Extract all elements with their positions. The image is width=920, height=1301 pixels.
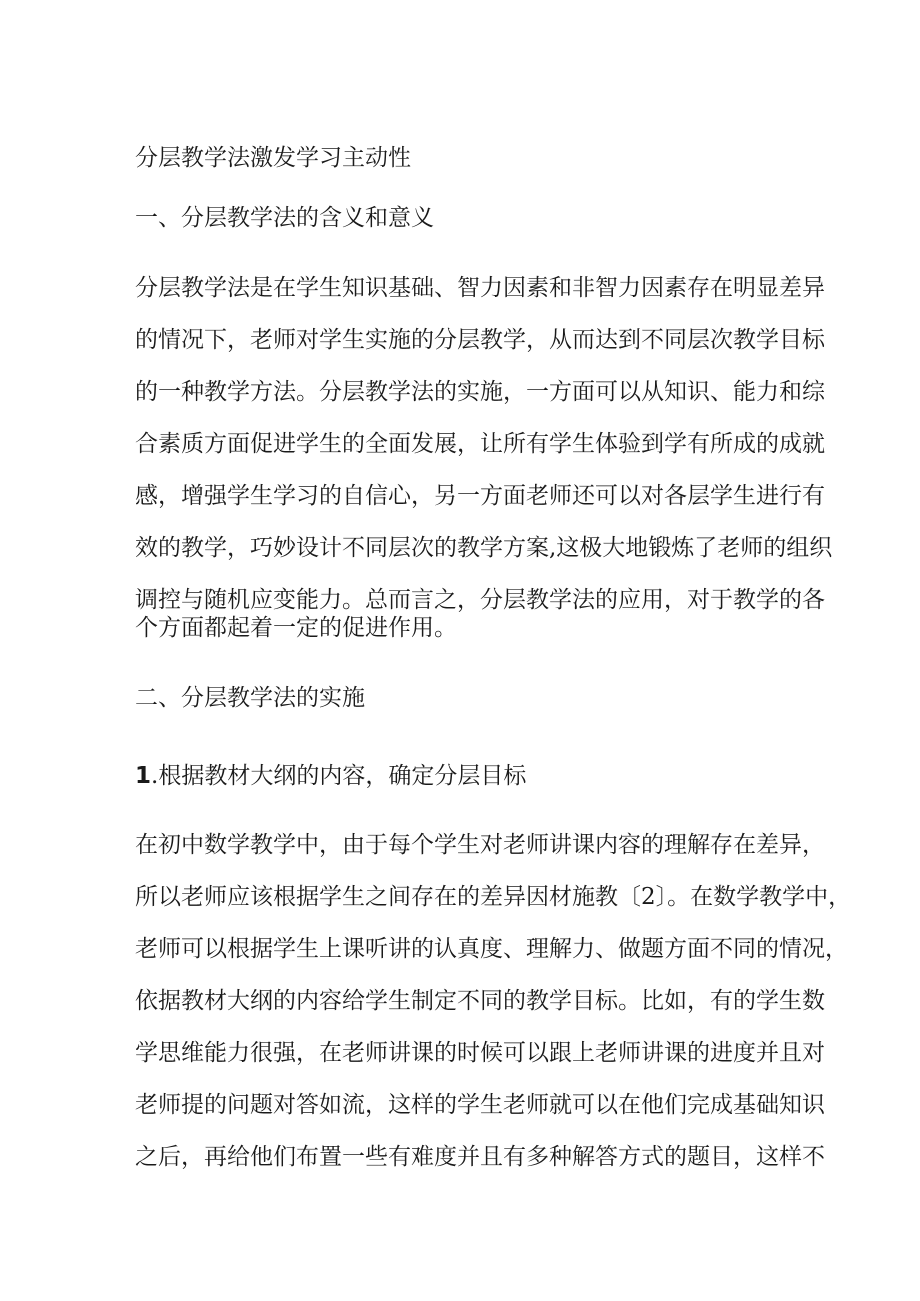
paragraph-line: 老师提的问题对答如流，这样的学生老师就可以在他们完成基础知识 [135, 1092, 825, 1118]
paragraph-line: 合素质方面促进学生的全面发展，让所有学生体验到学有所成的成就 [135, 431, 825, 457]
subsection-heading-text: .根据教材大纲的内容，确定分层目标 [151, 763, 527, 789]
paragraph-line: 调控与随机应变能力。总而言之，分层教学法的应用，对于教学的各 [135, 587, 825, 613]
document-title: 分层教学法激发学习主动性 [135, 145, 411, 171]
paragraph-line: 的情况下，老师对学生实施的分层教学，从而达到不同层次教学目标 [135, 327, 825, 353]
subsection-number: 1 [135, 763, 152, 789]
subsection-1-heading [135, 761, 526, 791]
paragraph-line: 分层教学法是在学生知识基础、智力因素和非智力因素存在明显差异 [135, 275, 825, 301]
paragraph-line: 学思维能力很强，在老师讲课的时候可以跟上老师讲课的进度并且对 [135, 1040, 825, 1066]
section-2-heading: 二、分层教学法的实施 [135, 685, 365, 711]
paragraph-line: 的一种教学方法。分层教学法的实施，一方面可以从知识、能力和综 [135, 379, 825, 405]
paragraph-line: 之后，再给他们布置一些有难度并且有多种解答方式的题目，这样不 [135, 1144, 825, 1170]
paragraph-line: 依据教材大纲的内容给学生制定不同的教学目标。比如，有的学生数 [135, 988, 825, 1014]
paragraph-line: 老师可以根据学生上课听讲的认真度、理解力、做题方面不同的情况， [135, 936, 848, 962]
paragraph-line: 感，增强学生学习的自信心，另一方面老师还可以对各层学生进行有 [135, 483, 825, 509]
paragraph-line: 在初中数学教学中，由于每个学生对老师讲课内容的理解存在差异， [135, 832, 825, 858]
paragraph-line: 个方面都起着一定的促进作用。 [135, 615, 457, 641]
section-1-heading: 一、分层教学法的含义和意义 [135, 205, 434, 231]
paragraph-line: 所以老师应该根据学生之间存在的差异因材施教〔2〕。在数学教学中， [135, 884, 852, 910]
paragraph-line: 效的教学，巧妙设计不同层次的教学方案,这极大地锻炼了老师的组织 [135, 535, 833, 561]
